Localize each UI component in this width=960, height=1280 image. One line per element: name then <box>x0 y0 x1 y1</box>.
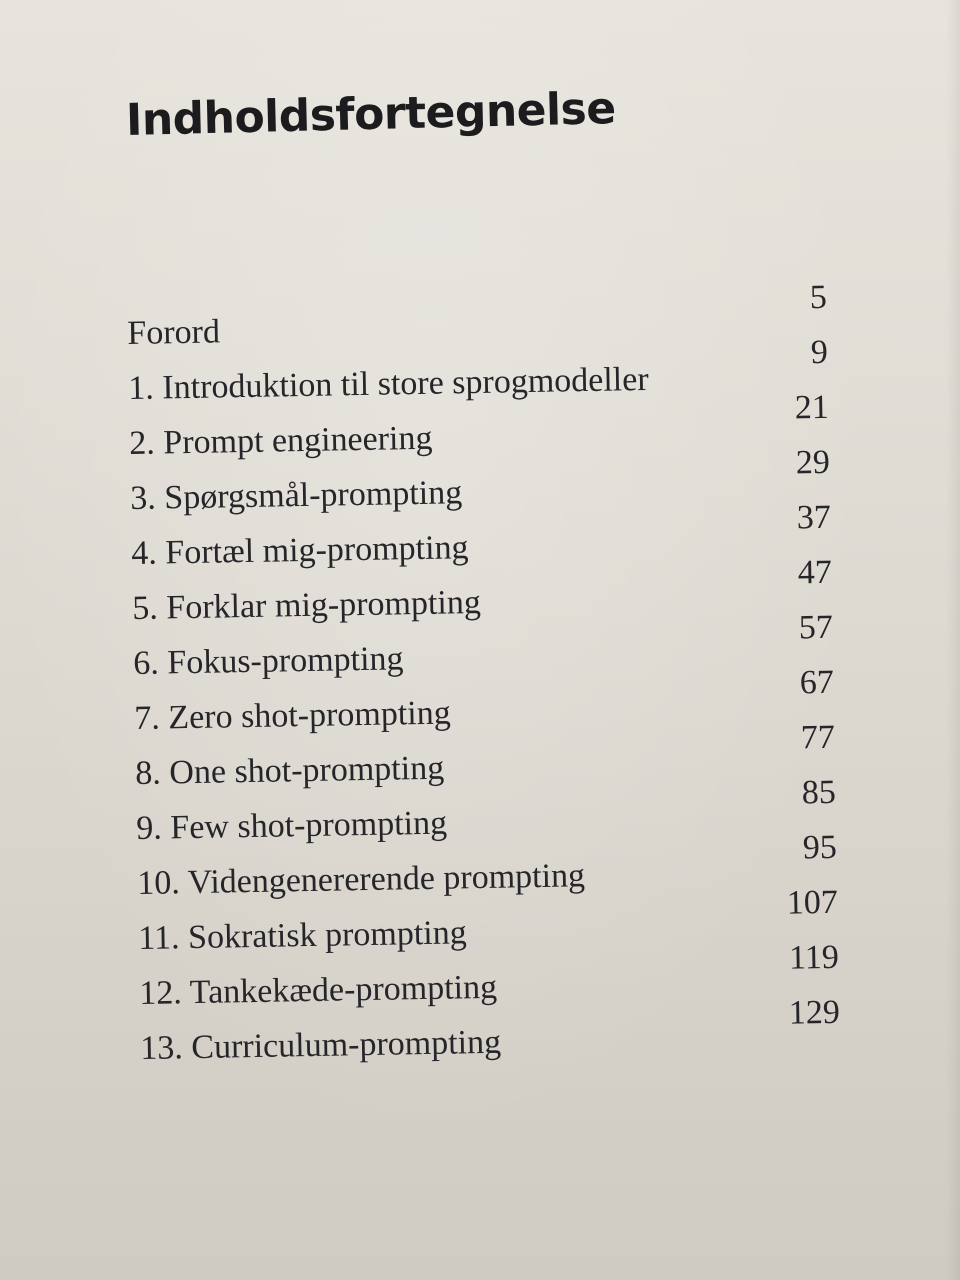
entry-title: 11. Sokratisk prompting <box>138 914 468 957</box>
entry-page-number: 95 <box>802 828 838 867</box>
toc-entry-12 <box>139 938 840 1016</box>
entry-page-number: 129 <box>788 993 841 1032</box>
toc-entry-forord <box>127 278 828 356</box>
entry-title: 2. Prompt engineering <box>129 419 433 462</box>
entry-title: 8. One shot-prompting <box>135 749 445 792</box>
entry-page-number: 67 <box>799 663 835 702</box>
entry-page-number: 107 <box>786 883 839 922</box>
entry-page-number: 119 <box>788 938 840 977</box>
entry-page-number: 57 <box>798 608 834 647</box>
entry-title: 4. Fortæl mig-prompting <box>131 529 469 572</box>
toc-entry-7 <box>134 663 835 741</box>
entry-page-number: 47 <box>797 553 833 592</box>
entry-page-number: 21 <box>794 388 830 427</box>
entry-title: 1. Introduktion til store sprogmodeller <box>128 360 649 407</box>
entry-page-number: 29 <box>795 443 831 482</box>
entry-title: 5. Forklar mig-prompting <box>132 583 482 627</box>
entry-page-number: 77 <box>800 718 836 757</box>
page-title: Indholdsfortegnelse <box>125 83 617 146</box>
toc-entry-2 <box>129 388 830 466</box>
toc-entry-8 <box>135 718 836 796</box>
toc-entry-6 <box>133 608 834 686</box>
entry-title: 6. Fokus-prompting <box>133 640 404 682</box>
entry-title: 7. Zero shot-prompting <box>134 694 451 737</box>
entry-page-number: 5 <box>809 278 828 317</box>
entry-title: 9. Few shot-prompting <box>136 804 448 847</box>
toc-entry-5 <box>132 553 833 631</box>
toc-entry-1 <box>128 333 829 411</box>
entry-title: 12. Tankekæde-prompting <box>139 968 498 1012</box>
entry-title: 13. Curriculum-prompting <box>140 1023 502 1067</box>
toc-entry-9 <box>136 773 837 851</box>
toc-entry-3 <box>130 443 831 521</box>
toc-entry-10 <box>137 828 838 906</box>
entry-title: 3. Spørgsmål-prompting <box>130 474 463 517</box>
entry-title: Forord <box>127 313 221 352</box>
entry-page-number: 85 <box>801 773 837 812</box>
toc-entry-11 <box>138 883 839 961</box>
toc-entry-4 <box>131 498 832 576</box>
entry-title: 10. Videngenererende prompting <box>137 857 586 902</box>
entry-page-number: 37 <box>796 498 832 537</box>
entry-page-number: 9 <box>810 333 829 372</box>
toc-entry-13 <box>140 993 841 1071</box>
